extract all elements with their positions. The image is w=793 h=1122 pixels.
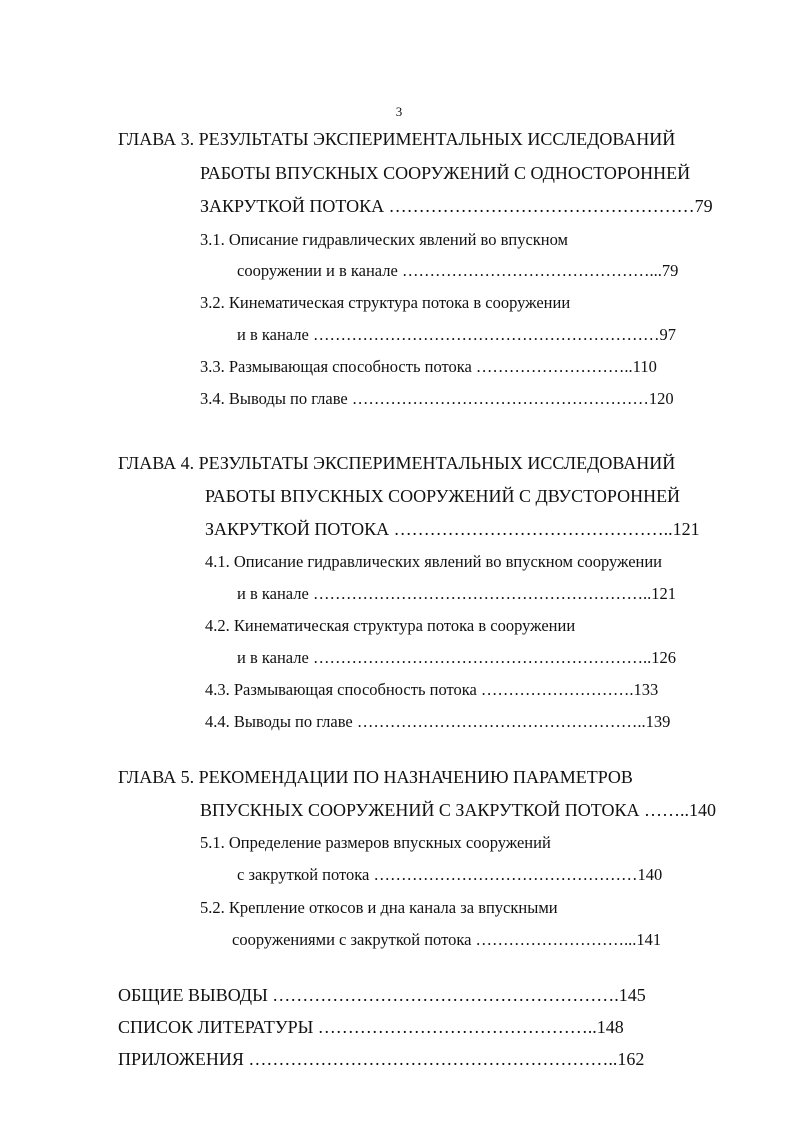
toc-ch4-section2-line2: и в канале ……………………………………………………..126 [237, 648, 676, 667]
page-number: 3 [395, 104, 403, 119]
toc-ch3-section2-line2: и в канале ………………………………………………………97 [237, 325, 676, 344]
toc-ch5-title-line1: ГЛАВА 5. РЕКОМЕНДАЦИИ ПО НАЗНАЧЕНИЮ ПАРАМЕТРОВ [118, 767, 633, 787]
toc-ch4-section1-line2: и в канале ……………………………………………………..121 [237, 584, 676, 603]
toc-ch3-section3: 3.3. Размывающая способность потока ………………………..110 [200, 357, 657, 376]
toc-ch3-section1-line1: 3.1. Описание гидравлических явлений во впускном [200, 230, 568, 249]
toc-ch5-title-line2: ВПУСКНЫХ СООРУЖЕНИЙ С ЗАКРУТКОЙ ПОТОКА ……..140 [200, 800, 717, 820]
toc-ch5-section1-line1: 5.1. Определение размеров впускных сооружений [200, 833, 551, 852]
toc-references: СПИСОК ЛИТЕРАТУРЫ ………………………………………..148 [118, 1017, 624, 1037]
toc-ch3-title-line3: ЗАКРУТКОЙ ПОТОКА ……………………………………………79 [200, 196, 713, 216]
toc-ch3-title-line2: РАБОТЫ ВПУСКНЫХ СООРУЖЕНИЙ С ОДНОСТОРОННЕЙ [200, 163, 691, 183]
toc-ch4-title-line2: РАБОТЫ ВПУСКНЫХ СООРУЖЕНИЙ С ДВУСТОРОННЕЙ [205, 486, 681, 506]
toc-ch4-section2-line1: 4.2. Кинематическая структура потока в сооружении [205, 616, 576, 635]
toc-ch4-section1-line1: 4.1. Описание гидравлических явлений во впускном сооружении [205, 552, 663, 571]
toc-ch3-title-line1: ГЛАВА 3. РЕЗУЛЬТАТЫ ЭКСПЕРИМЕНТАЛЬНЫХ ИССЛЕДОВАНИЙ [118, 129, 676, 149]
toc-ch4-section3: 4.3. Размывающая способность потока ……………………….133 [205, 680, 659, 699]
toc-ch3-section2-line1: 3.2. Кинематическая структура потока в сооружении [200, 293, 571, 312]
toc-ch3-section1-line2: сооружении и в канале ………………………………………...79 [237, 261, 679, 280]
toc-ch3-section4: 3.4. Выводы по главе ………………………………………………120 [200, 389, 674, 408]
toc-ch4-section4: 4.4. Выводы по главе ……………………………………………..139 [205, 712, 671, 731]
toc-ch4-title-line3: ЗАКРУТКОЙ ПОТОКА ………………………………………..121 [205, 519, 700, 539]
toc-appendices: ПРИЛОЖЕНИЯ ……………………………………………………..162 [118, 1049, 645, 1069]
toc-ch5-section2-line1: 5.2. Крепление откосов и дна канала за впускными [200, 898, 558, 917]
toc-ch4-title-line1: ГЛАВА 4. РЕЗУЛЬТАТЫ ЭКСПЕРИМЕНТАЛЬНЫХ ИССЛЕДОВАНИЙ [118, 453, 676, 473]
toc-ch5-section1-line2: с закруткой потока …………………………………………140 [237, 865, 663, 884]
toc-ch5-section2-line2: сооружениями с закруткой потока ………………………...141 [232, 930, 662, 949]
toc-general-conclusions: ОБЩИЕ ВЫВОДЫ ………………………………………………….145 [118, 985, 646, 1005]
